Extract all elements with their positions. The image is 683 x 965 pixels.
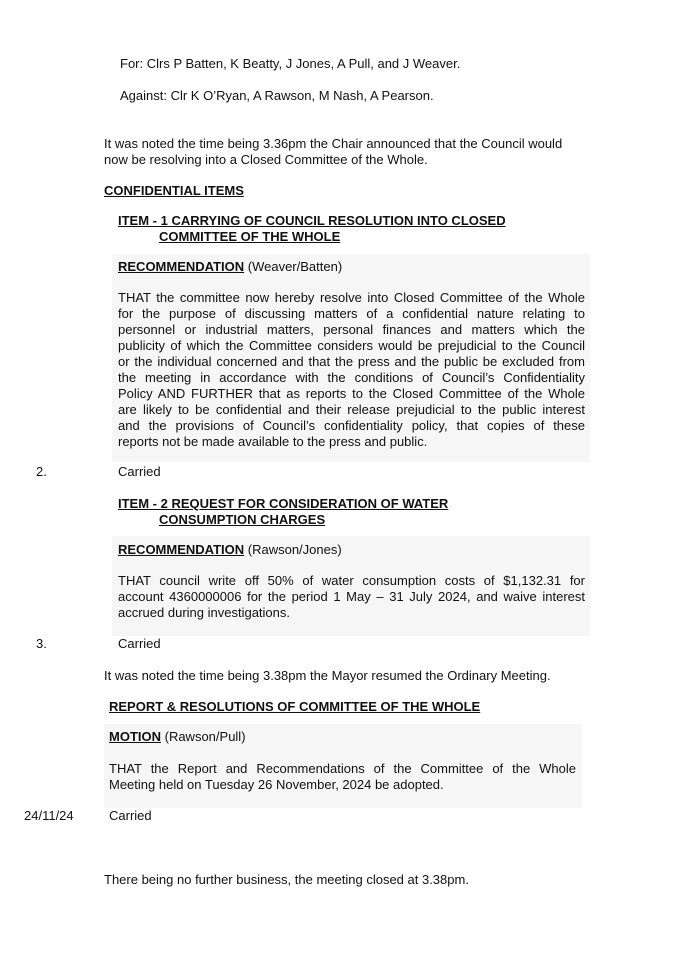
resolution-number: 2. <box>36 464 47 479</box>
body-line: the meeting in accordance with the conditions of Council’s Confidentiality <box>118 370 585 385</box>
motion-movers: (Rawson/Pull) <box>161 729 246 744</box>
resolution-number: 24/11/24 <box>24 808 74 823</box>
item1-title-continued: COMMITTEE OF THE WHOLE <box>159 229 341 244</box>
motion-header <box>109 729 246 745</box>
closed-committee-note-line: It was noted the time being 3.36pm the Chair announced that the Council would <box>104 136 563 151</box>
closed-committee-note-line: now be resolving into a Closed Committee of the Whole. <box>104 152 428 167</box>
resolution-result: Carried <box>118 464 161 479</box>
body-line: are likely to be confidential and their release prejudicial to the public interest <box>118 402 585 417</box>
report-resolutions-heading: REPORT & RESOLUTIONS OF COMMITTEE OF THE WHOLE <box>109 699 481 714</box>
body-line: for the purpose of discussing matters of a confidential nature relating to <box>118 306 585 321</box>
resolution-result: Carried <box>118 636 161 651</box>
confidential-items-heading: CONFIDENTIAL ITEMS <box>104 183 244 198</box>
item2-body <box>118 573 585 621</box>
recommendation-movers: (Rawson/Jones) <box>244 542 342 557</box>
vote-for: For: Clrs P Batten, K Beatty, J Jones, A Pull, and J Weaver. <box>120 56 461 71</box>
body-line: THAT council write off 50% of water consumption costs of $1,132.31 for <box>118 573 585 588</box>
item1-title: ITEM - 1 CARRYING OF COUNCIL RESOLUTION INTO CLOSED <box>118 213 506 228</box>
body-line: Meeting held on Tuesday 26 November, 2024 be adopted. <box>109 777 444 792</box>
body-line: Policy AND FURTHER that as reports to the Closed Committee of the Whole <box>118 386 585 401</box>
item2-title-continued: CONSUMPTION CHARGES <box>159 512 326 527</box>
body-line: personnel or industrial matters, personal finances and matters which the <box>118 322 585 337</box>
body-line: or the individual concerned and that the press and the public be excluded from <box>118 354 585 369</box>
body-line: THAT the committee now hereby resolve into Closed Committee of the Whole <box>118 290 585 305</box>
resume-note: It was noted the time being 3.38pm the Mayor resumed the Ordinary Meeting. <box>104 668 551 683</box>
body-line: accrued during investigations. <box>118 605 290 620</box>
body-line: account 4360000006 for the period 1 May – 31 July 2024, and waive interest <box>118 589 585 604</box>
closing-statement: There being no further business, the meeting closed at 3.38pm. <box>104 872 469 887</box>
resolution-result: Carried <box>109 808 152 823</box>
recommendation-movers: (Weaver/Batten) <box>244 259 343 274</box>
body-line: THAT the Report and Recommendations of the Committee of the Whole <box>109 761 576 776</box>
item2-recommendation <box>118 542 342 558</box>
body-line: and the provisions of Council’s confidentiality policy, that copies of these <box>118 418 585 433</box>
item2-title: ITEM - 2 REQUEST FOR CONSIDERATION OF WATER <box>118 496 449 511</box>
motion-label: MOTION <box>109 729 161 744</box>
recommendation-label: RECOMMENDATION <box>118 542 245 557</box>
item1-body <box>118 290 585 450</box>
recommendation-label: RECOMMENDATION <box>118 259 245 274</box>
item1-recommendation <box>118 259 342 275</box>
vote-against: Against: Clr K O’Ryan, A Rawson, M Nash, A Pearson. <box>120 88 434 103</box>
motion-body <box>109 761 576 793</box>
body-line: reports not be made available to the press and public. <box>118 434 428 449</box>
body-line: publicity of which the Committee considers would be prejudicial to the Council <box>118 338 585 353</box>
resolution-number: 3. <box>36 636 47 651</box>
